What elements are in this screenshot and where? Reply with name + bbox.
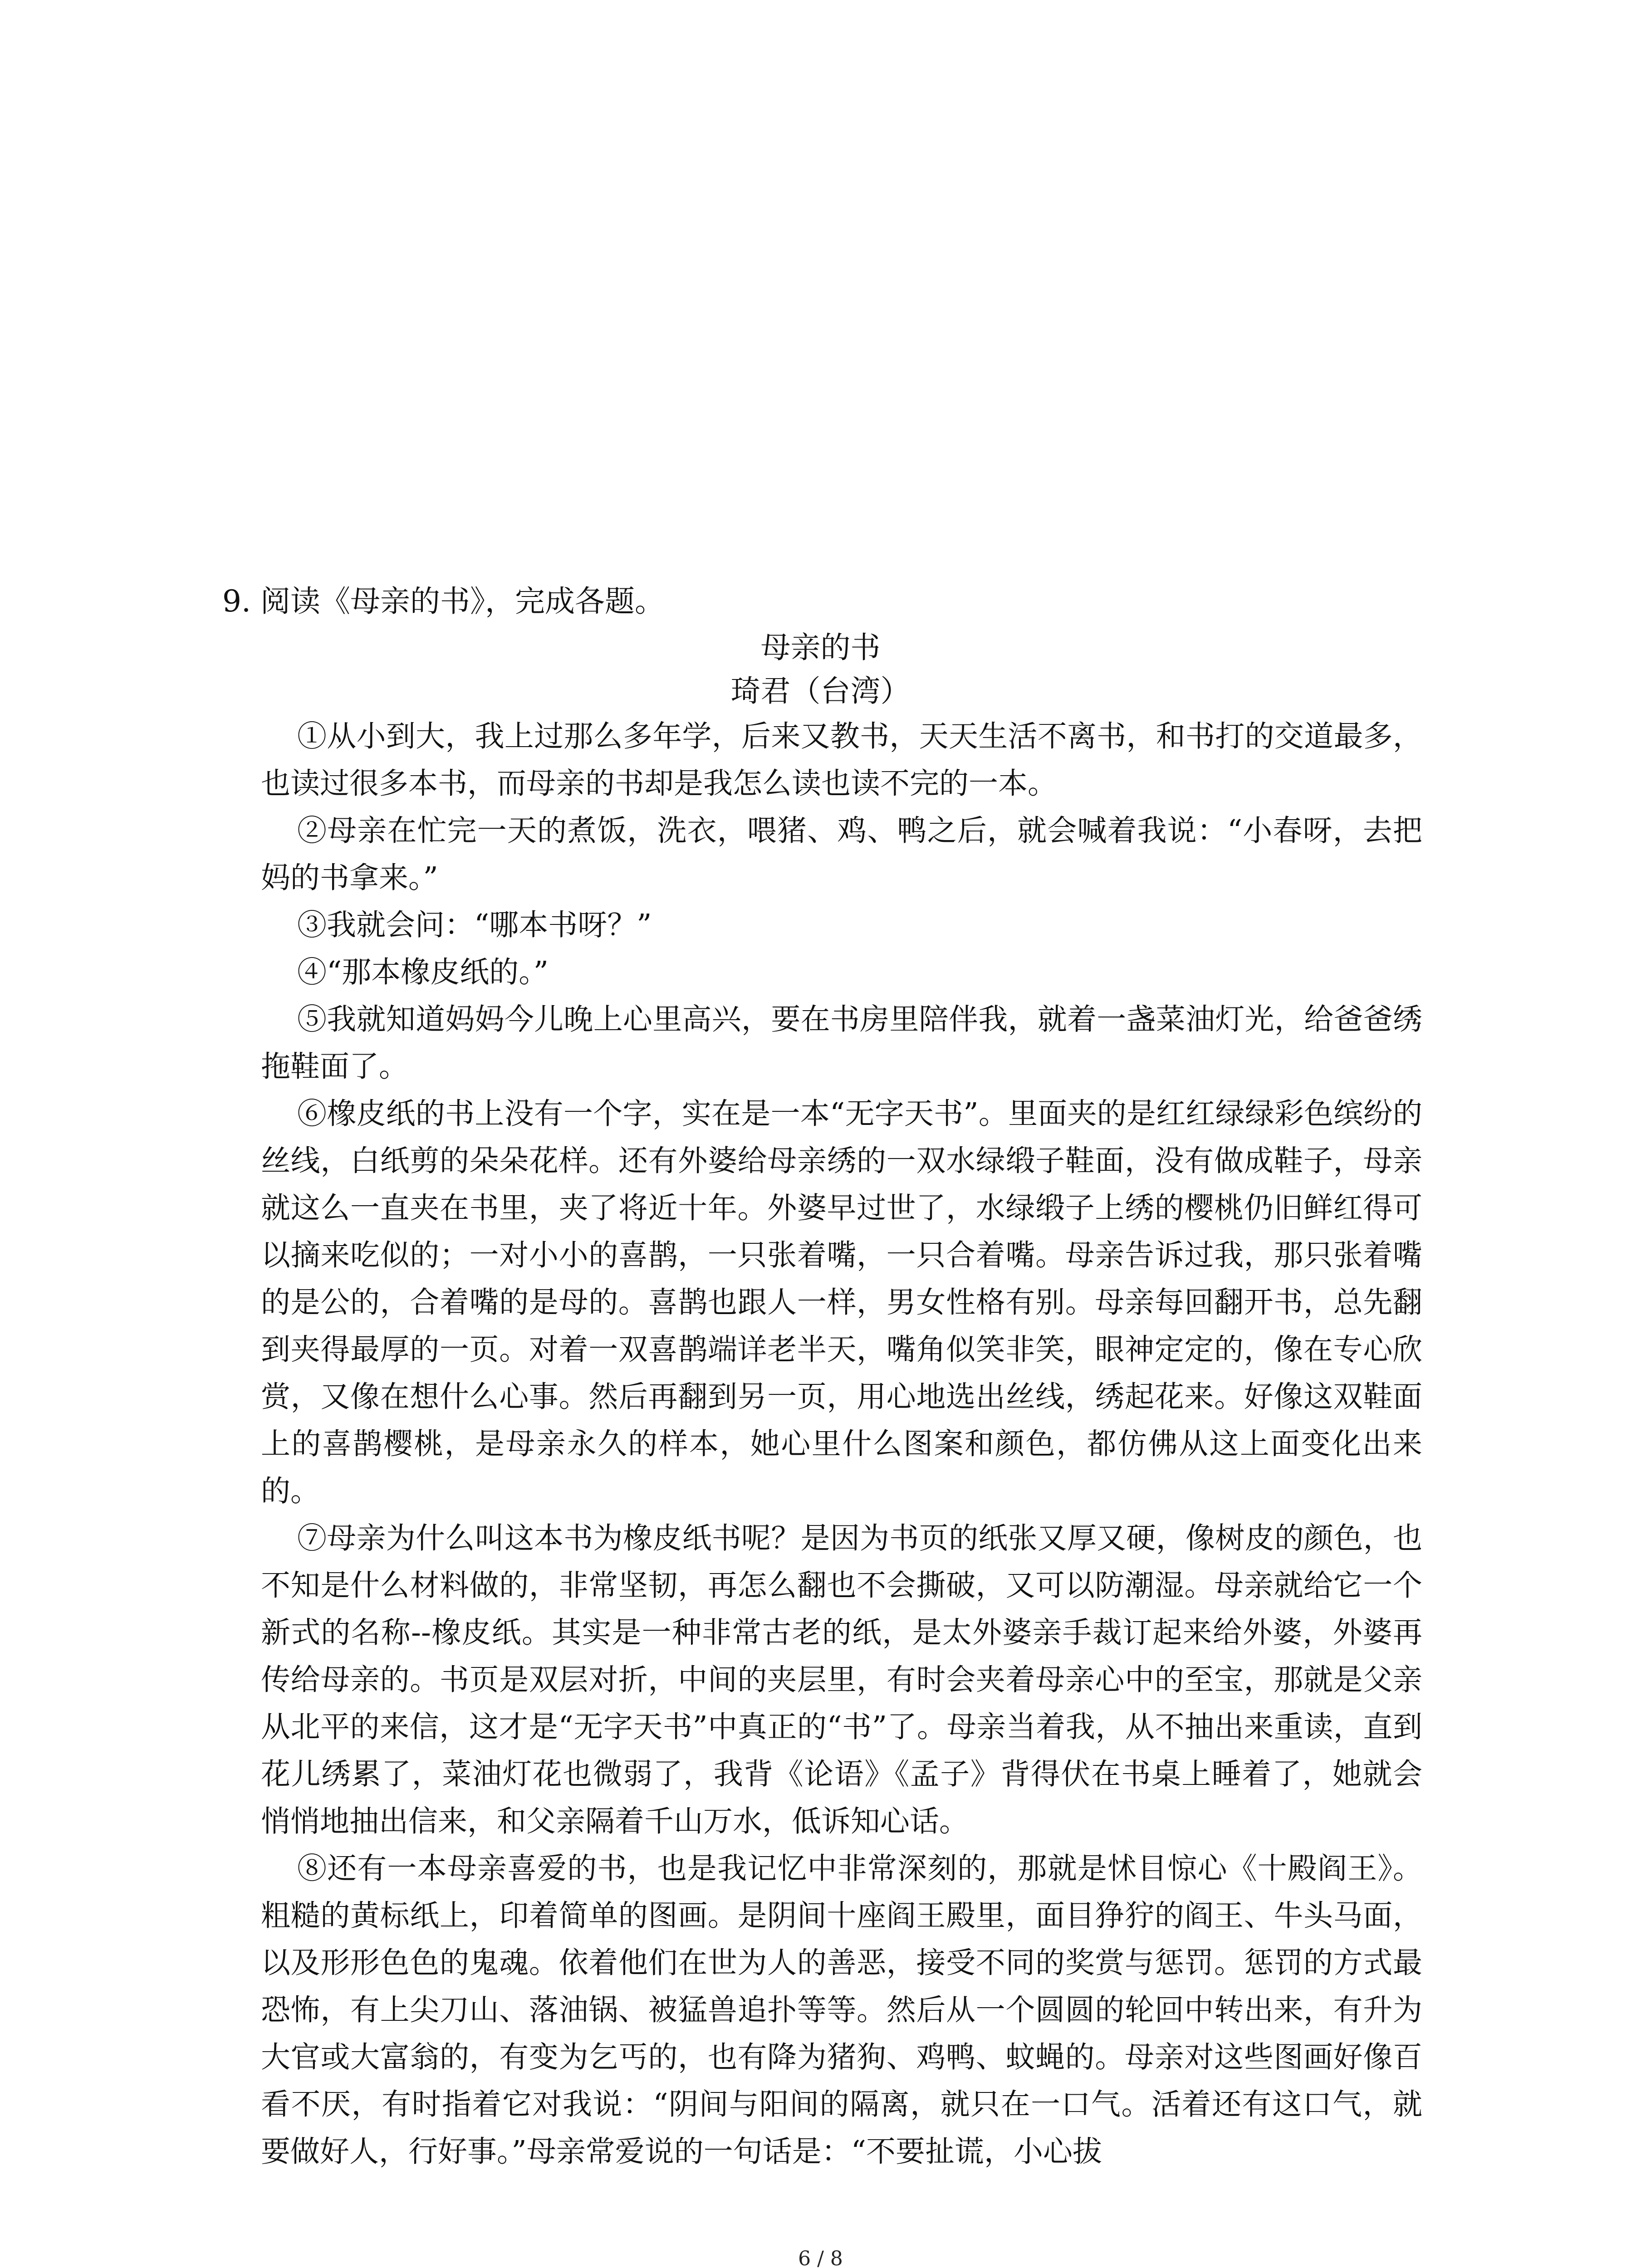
article-body xyxy=(261,713,1422,2175)
paragraph-1: ①从小到大，我上过那么多年学，后来又教书，天天生活不离书，和书打的交道最多，也读过很多本书，而母亲的书却是我怎么读也读不完的一本。 xyxy=(261,719,1422,801)
question-heading: 9. 阅读《母亲的书》，完成各题。 xyxy=(222,584,665,619)
paragraph-6: ⑥橡皮纸的书上没有一个字，实在是一本“无字天书”。里面夹的是红红绿绿彩色缤纷的丝线，白纸剪的朵朵花样。还有外婆给母亲绣的一双水绿缎子鞋面，没有做成鞋子，母亲就这么一直夹在书里，夹了将近十年。外婆早过世了，水绿缎子上绣的樱桃仍旧鲜红得可以摘来吃似的；一对小小的喜鹊，一只张着嘴，一只合着嘴。母亲告诉过我，那只张着嘴的是公的，合着嘴的是母的。喜鹊也跟人一样，男女性格有别。母亲每回翻开书，总先翻到夹得最厚的一页。对着一双喜鹊端详老半天，嘴角似笑非笑，眼神定定的，像在专心欣赏，又像在想什么心事。然后再翻到另一页，用心地选出丝线，绣起花来。好像这双鞋面上的喜鹊樱桃，是母亲永久的样本，她心里什么图案和颜色，都仿佛从这上面变化出来的。 xyxy=(261,1097,1422,1508)
paragraph-2: ②母亲在忙完一天的煮饭，洗衣，喂猪、鸡、鸭之后，就会喊着我说：“小春呀，去把妈的书拿来。” xyxy=(261,814,1422,895)
paragraph-3: ③我就会问：“哪本书呀？” xyxy=(297,908,652,942)
article-title: 母亲的书 xyxy=(760,630,881,665)
paragraph-4: ④“那本橡皮纸的。” xyxy=(297,955,549,989)
paragraph-5: ⑤我就知道妈妈今儿晚上心里高兴，要在书房里陪伴我，就着一盏菜油灯光，给爸爸绣拖鞋面了。 xyxy=(261,1002,1422,1084)
paragraph-7: ⑦母亲为什么叫这本书为橡皮纸书呢？是因为书页的纸张又厚又硬，像树皮的颜色，也不知是什么材料做的，非常坚韧，再怎么翻也不会撕破，又可以防潮湿。母亲就给它一个新式的名称--橡皮纸。其实是一种非常古老的纸，是太外婆亲手裁订起来给外婆，外婆再传给母亲的。书页是双层对折，中间的夹层里，有时会夹着母亲心中的至宝，那就是父亲从北平的来信，这才是“无字天书”中真正的“书”了。母亲当着我，从不抽出来重读，直到花儿绣累了，菜油灯花也微弱了，我背《论语》《孟子》背得伏在书桌上睡着了，她就会悄悄地抽出信来，和父亲隔着千山万水，低诉知心话。 xyxy=(261,1521,1422,1838)
paragraph-8: ⑧还有一本母亲喜爱的书，也是我记忆中非常深刻的，那就是怵目惊心《十殿阎王》。粗糙的黄标纸上，印着简单的图画。是阴间十座阎王殿里，面目狰狞的阎王、牛头马面，以及形形色色的鬼魂。依着他们在世为人的善恶，接受不同的奖赏与惩罚。惩罚的方式最恐怖，有上尖刀山、落油锅、被猛兽追扑等等。然后从一个圆圆的轮回中转出来，有升为大官或大富翁的，有变为乞丐的，也有降为猪狗、鸡鸭、蚊蝇的。母亲对这些图画好像百看不厌，有时指着它对我说：“阴间与阳间的隔离，就只在一口气。活着还有这口气，就要做好人，行好事。”母亲常爱说的一句话是：“不要扯谎，小心拔 xyxy=(261,1852,1422,2169)
article-author: 琦君（台湾） xyxy=(730,674,911,709)
page-number: 6 / 8 xyxy=(798,2247,843,2268)
